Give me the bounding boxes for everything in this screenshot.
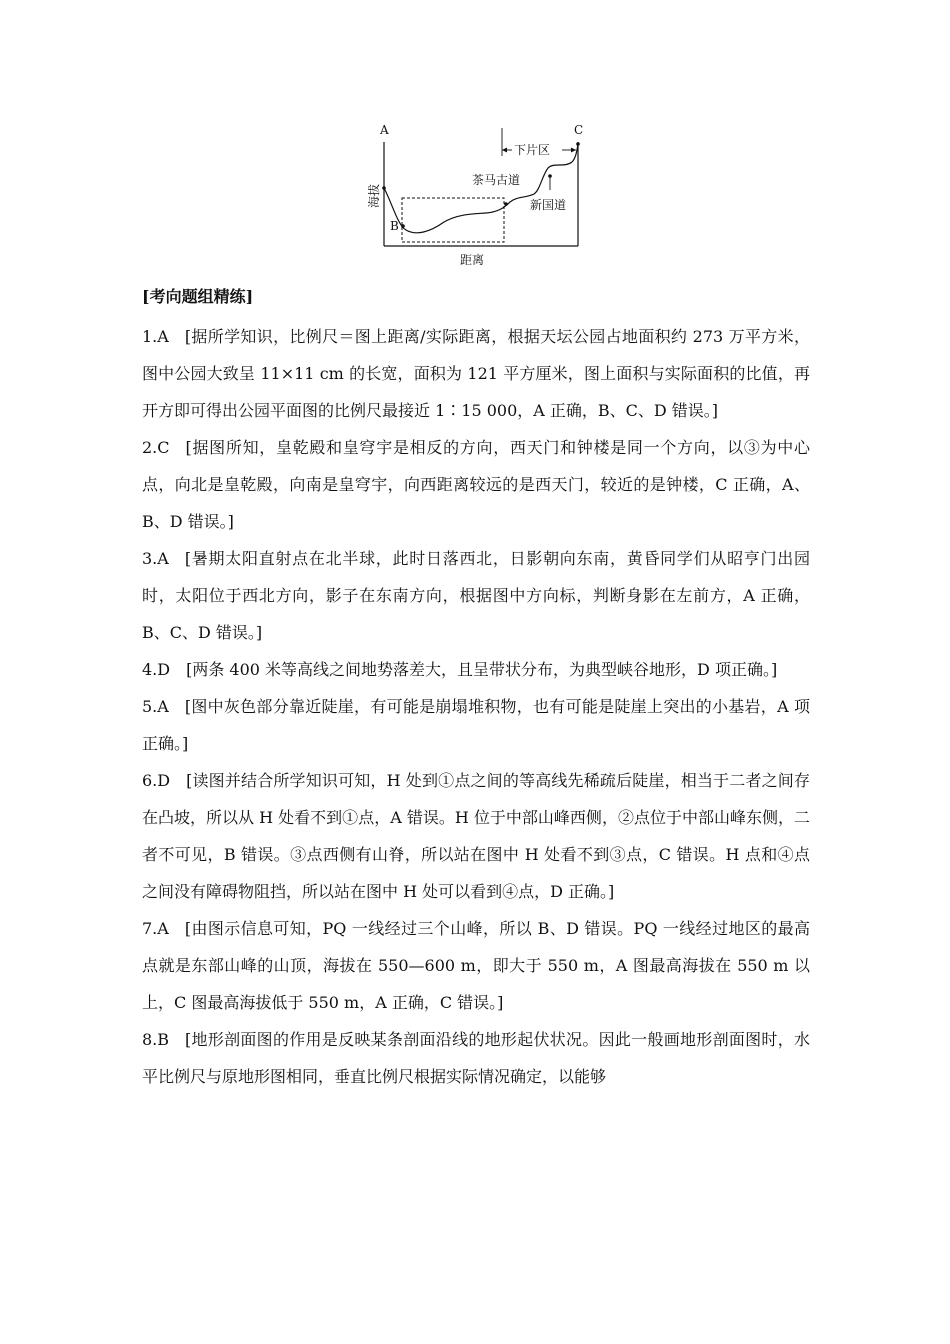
answer-item: [142, 1021, 810, 1095]
answer-text: [两条 400 米等高线之间地势落差大，且呈带状分布，为典型峡谷地形，D 项正确。]: [186, 660, 778, 679]
answer-text: [读图并结合所学知识可知，H 处到①点之间的等高线先稀疏后陡崖，相当于二者之间存在凸坡，所以从 H 处看不到①点，A 错误。H 位于中部山峰西侧，②点位于中部山峰东侧，二者不可见，B 错误。③点西侧有山脊，所以站在图中 H 处看不到③点，C 错误。H 点和④点之间没有障碍物阻挡，所以站在图中 H 处可以看到④点，D 正确。]: [142, 771, 810, 901]
answer-text: [据所学知识，比例尺＝图上距离/实际距离，根据天坛公园占地面积约 273 万平方米，图中公园大致呈 11×11 cm 的长宽，面积为 121 平方厘米，图上面积与实际面积的比值，再开方即可得出公园平面图的比例尺最接近 1∶15 000，A 正确，B、C、D 错误。]: [142, 327, 810, 420]
answer-number: 2.C: [142, 438, 170, 457]
answer-number: 6.D: [142, 771, 171, 790]
point-c-marker: [576, 142, 580, 146]
terrain-profile-figure: [362, 118, 592, 270]
section-title: [考向题组精练]: [142, 287, 254, 306]
label-c: C: [574, 123, 584, 137]
label-b: B: [390, 219, 399, 233]
answer-text: [据图所知，皇乾殿和皇穹宇是相反的方向，西天门和钟楼是同一个方向，以③为中心点，向北是皇乾殿，向南是皇穹宇，向西距离较远的是西天门，较近的是钟楼，C 正确，A、B、D 错误。]: [142, 438, 810, 531]
dashed-region-box: [402, 198, 504, 242]
range-label: 下片区: [514, 143, 551, 157]
answer-number: 1.A: [142, 327, 169, 346]
answer-list: [142, 318, 810, 1095]
label-a: A: [380, 123, 389, 137]
answer-text: [地形剖面图的作用是反映某条剖面沿线的地形起伏状况。因此一般画地形剖面图时，水平比例尺与原地形图相同，垂直比例尺根据实际情况确定，以能够: [142, 1030, 810, 1086]
answer-item: [142, 651, 810, 688]
terrain-profile-svg: [362, 118, 592, 270]
answer-item: [142, 318, 810, 429]
answer-item: [142, 910, 810, 1021]
answer-item: [142, 762, 810, 910]
old-road-label: 茶马古道: [472, 173, 521, 187]
point-a-marker: [382, 186, 386, 190]
old-road-marker: [504, 202, 508, 206]
x-axis-label: 距离: [460, 253, 485, 267]
answer-text: [暑期太阳直射点在北半球，此时日落西北，日影朝向东南，黄昏同学们从昭亨门出园时，太阳位于西北方向，影子在东南方向，根据图中方向标，判断身影在左前方，A 正确，B、C、D 错误。]: [142, 549, 810, 642]
answer-text: [由图示信息可知，PQ 一线经过三个山峰，所以 B、D 错误。PQ 一线经过地区的最高点就是东部山峰的山顶，海拔在 550—600 m，即大于 550 m，A 图最高海拔在 550 m 以上，C 图最高海拔低于 550 m，A 正确，C 错误。]: [142, 919, 810, 1012]
y-axis-label: 海拔: [367, 183, 381, 208]
range-arrow-left: [502, 148, 507, 153]
answer-number: 4.D: [142, 660, 171, 679]
answer-item: [142, 429, 810, 540]
answer-number: 5.A: [142, 697, 169, 716]
answer-item: [142, 540, 810, 651]
range-arrow-right: [571, 148, 576, 153]
answer-number: 3.A: [142, 549, 169, 568]
terrain-profile-curve: [384, 144, 578, 233]
answer-number: 7.A: [142, 919, 169, 938]
point-b-marker: [401, 224, 405, 228]
answer-text: [图中灰色部分靠近陡崖，有可能是崩塌堆积物，也有可能是陡崖上突出的小基岩，A 项正确。]: [142, 697, 810, 753]
answer-number: 8.B: [142, 1030, 170, 1049]
new-road-label: 新国道: [530, 198, 567, 212]
answer-item: [142, 688, 810, 762]
